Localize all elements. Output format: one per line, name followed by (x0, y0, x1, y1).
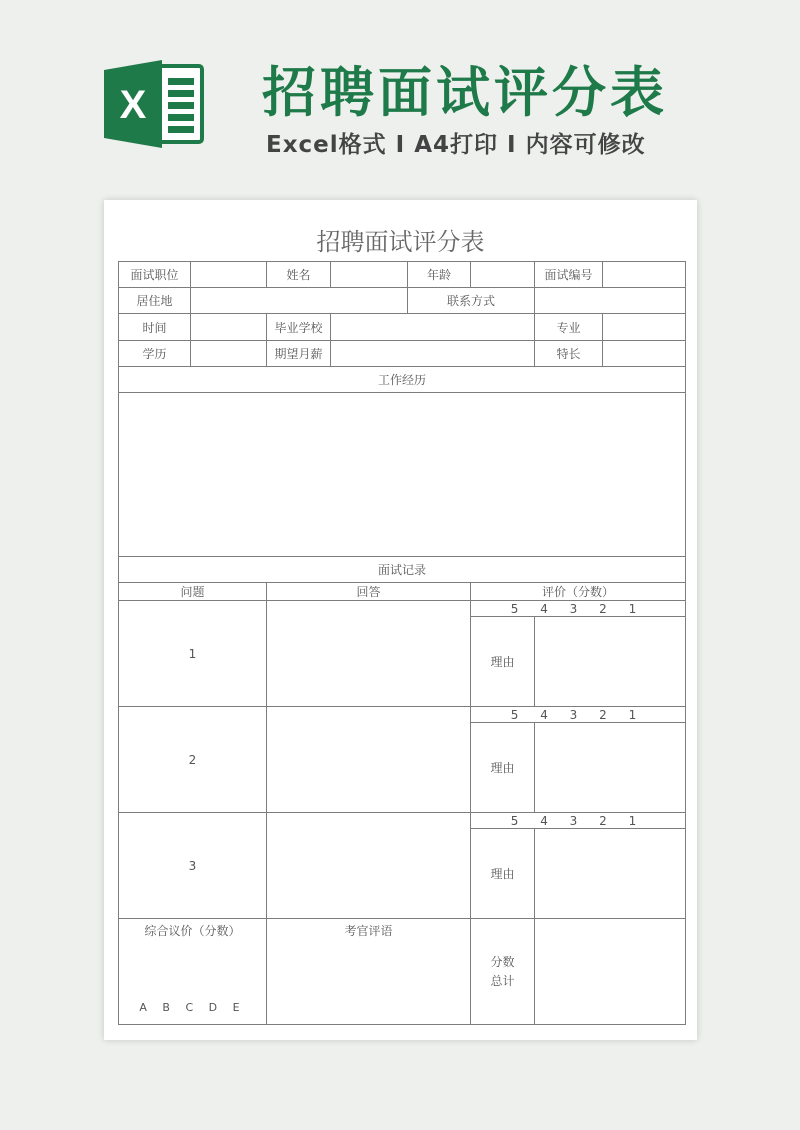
reason-value[interactable] (535, 829, 686, 919)
grade-options: A B C D E (139, 1001, 246, 1014)
position-label: 面试职位 (119, 262, 191, 288)
question-column-header: 问题 (119, 583, 267, 601)
answer-cell[interactable] (267, 707, 471, 813)
answer-cell[interactable] (267, 813, 471, 919)
excel-icon-letter: X (119, 83, 147, 127)
answer-column-header: 回答 (267, 583, 471, 601)
age-value[interactable] (471, 262, 535, 288)
score-options[interactable]: 5 4 3 2 1 (471, 707, 686, 723)
specialty-label: 特长 (535, 341, 603, 367)
major-label: 专业 (535, 314, 603, 341)
evaluation-column-header: 评价（分数） (471, 583, 686, 601)
examiner-comment-label: 考官评语 (344, 924, 393, 938)
reason-label: 理由 (471, 617, 535, 707)
education-label: 学历 (119, 341, 191, 367)
total-score-label (471, 919, 535, 1025)
examiner-comment-cell[interactable] (267, 919, 471, 1025)
reason-label: 理由 (471, 829, 535, 919)
total-score-label-line1: 分数 (490, 954, 515, 969)
major-value[interactable] (603, 314, 686, 341)
question-number-cell: 2 (119, 707, 267, 813)
answer-cell[interactable] (267, 601, 471, 707)
time-value[interactable] (191, 314, 267, 341)
question-number-cell: 1 (119, 601, 267, 707)
contact-label: 联系方式 (408, 288, 535, 314)
time-label: 时间 (119, 314, 191, 341)
question-number-cell: 3 (119, 813, 267, 919)
age-label: 年龄 (408, 262, 471, 288)
score-options[interactable]: 5 4 3 2 1 (471, 813, 686, 829)
overall-evaluation-label: 综合议价（分数） (144, 924, 241, 938)
name-label: 姓名 (267, 262, 331, 288)
specialty-value[interactable] (603, 341, 686, 367)
overall-evaluation-cell[interactable] (119, 919, 267, 1025)
reason-value[interactable] (535, 723, 686, 813)
form-sheet (104, 200, 697, 1040)
interview-record-header: 面试记录 (119, 557, 686, 583)
school-value[interactable] (331, 314, 535, 341)
salary-value[interactable] (331, 341, 535, 367)
contact-value[interactable] (535, 288, 686, 314)
position-value[interactable] (191, 262, 267, 288)
sheet-title: 招聘面试评分表 (316, 228, 485, 256)
school-label: 毕业学校 (267, 314, 331, 341)
address-label: 居住地 (119, 288, 191, 314)
work-experience-header: 工作经历 (119, 367, 686, 393)
total-score-value[interactable] (535, 919, 686, 1025)
interview-number-label: 面试编号 (535, 262, 603, 288)
interview-form-table (118, 261, 686, 1025)
address-value[interactable] (191, 288, 408, 314)
education-value[interactable] (191, 341, 267, 367)
banner-title: 招聘面试评分表 (262, 61, 668, 124)
name-value[interactable] (331, 262, 408, 288)
banner-subtitle: Excel格式 I A4打印 I 内容可修改 (266, 132, 646, 158)
reason-value[interactable] (535, 617, 686, 707)
total-score-label-line2: 总计 (490, 973, 515, 988)
score-options[interactable]: 5 4 3 2 1 (471, 601, 686, 617)
reason-label: 理由 (471, 723, 535, 813)
interview-number-value[interactable] (603, 262, 686, 288)
salary-label: 期望月薪 (267, 341, 331, 367)
excel-icon (104, 60, 206, 148)
work-experience-area[interactable] (119, 393, 686, 557)
